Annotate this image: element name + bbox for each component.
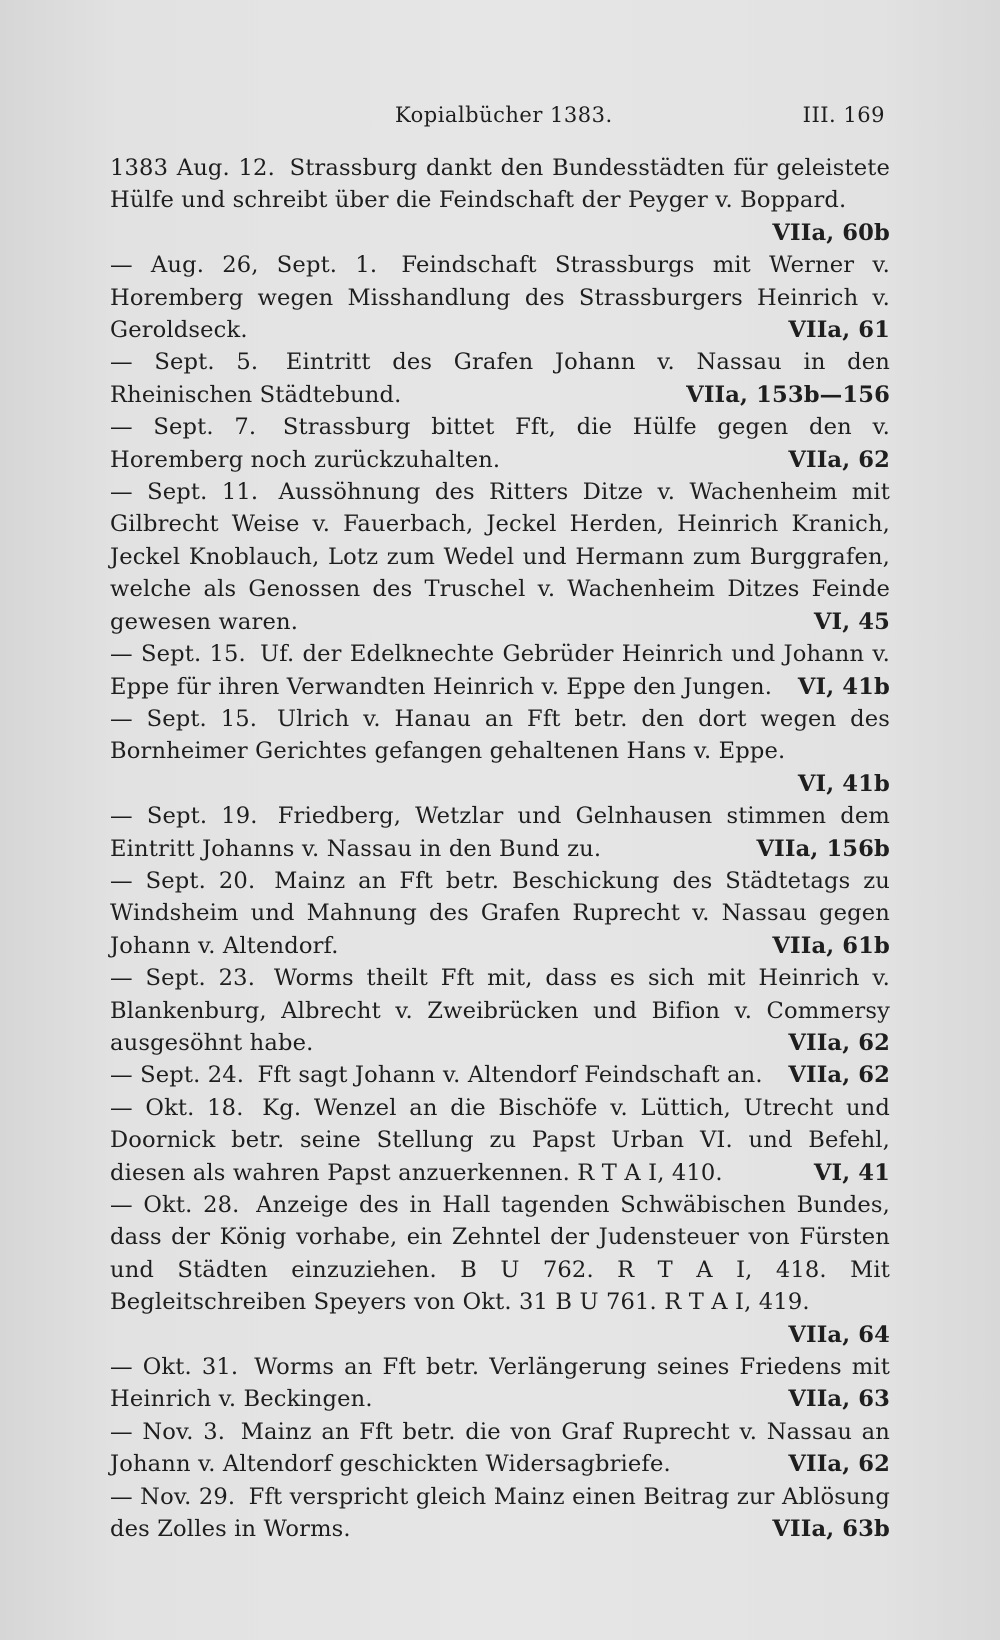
- entry-text: Eintritt des Grafen Johann v. Nassau in den Rheinischen Städtebund.: [110, 349, 891, 408]
- entry-text: Anzeige des in Hall tagenden Schwäbischen Bundes, dass der König vorhabe, ein Zehntel der Judensteuer von Fürsten und Städten einzuziehen. B U 762. R T A I, 418. Mit Begleitschreiben Speyers von Okt. 31 B U 761. R T A I, 419.: [110, 1192, 890, 1316]
- regest-entry: [110, 1416, 890, 1481]
- entry-text: Uf. der Edelknechte Gebrüder Heinrich und Johann v. Eppe für ihren Verwandten Heinrich v. Eppe den Jungen.: [110, 641, 890, 700]
- entry-date: — Nov. 3.: [110, 1418, 226, 1445]
- running-head: [110, 103, 885, 137]
- entry-reference: VIIa, 63b: [772, 1516, 890, 1543]
- entry-text: Friedberg, Wetzlar und Gelnhausen stimmen dem Eintritt Johanns v. Nassau in den Bund zu.: [110, 803, 890, 862]
- entry-date: — Okt. 31.: [110, 1354, 239, 1381]
- entry-date: — Okt. 28.: [110, 1192, 240, 1218]
- entry-text: Worms an Fft betr. Verlängerung seines Friedens mit Heinrich v. Beckingen.: [110, 1354, 890, 1413]
- entry-date: — Sept. 24.: [110, 1062, 245, 1089]
- entry-text: Ulrich v. Hanau an Fft betr. den dort wegen des Bornheimer Gerichtes gefangen gehaltenen Hans v. Eppe.: [110, 705, 890, 765]
- entry-reference: VIIa, 60b: [772, 219, 890, 246]
- entry-reference: VI, 41b: [797, 673, 890, 700]
- entry-text: Aussöhnung des Ritters Ditze v. Wachenheim mit Gilbrecht Weise v. Fauerbach, Jeckel Herden, Heinrich Kranich, Jeckel Knoblauch, Lotz zum Wedel und Hermann zum Burggrafen, welche als Genossen des Truschel v. Wachenheim Ditzes Feinde gewesen waren.: [110, 479, 890, 635]
- regest-entry: [110, 1059, 890, 1091]
- entry-reference: VIIa, 64: [788, 1321, 890, 1348]
- entry-text: Fft verspricht gleich Mainz einen Beitrag zur Ablösung des Zolles in Worms.: [110, 1483, 890, 1543]
- entry-reference: VIIa, 62: [788, 1029, 890, 1056]
- entry-reference: VIIa, 156b: [756, 835, 890, 862]
- entry-date: — Okt. 18.: [110, 1094, 244, 1121]
- entry-reference: VI, 41: [813, 1159, 890, 1186]
- entry-reference: VIIa, 153b—156: [686, 381, 890, 408]
- regest-entry: [110, 346, 890, 411]
- entry-date: — Sept. 20.: [110, 867, 256, 894]
- regest-entry: [110, 1481, 890, 1546]
- entry-text: Worms theilt Fft mit, dass es sich mit Heinrich v. Blankenburg, Albrecht v. Zweibrücken und Bifion v. Commersy ausgesöhnt habe.: [110, 965, 890, 1056]
- entry-reference: VIIa, 61: [788, 317, 890, 344]
- regest-entry: [110, 476, 890, 638]
- entry-date: — Sept. 7.: [110, 414, 257, 441]
- entry-reference: VI, 41b: [797, 770, 890, 797]
- entry-date: — Sept. 5.: [110, 349, 259, 376]
- entry-text: Fft sagt Johann v. Altendorf Feindschaft an.: [257, 1062, 763, 1089]
- running-head-title: Kopialbücher 1383.: [395, 103, 613, 127]
- entry-date: — Sept. 15.: [110, 705, 258, 732]
- regest-entry: [110, 152, 890, 249]
- regesta-list: [110, 152, 890, 1545]
- entry-text: Mainz an Fft betr. Beschickung des Städtetags zu Windsheim und Mahnung des Grafen Ruprecht v. Nassau gegen Johann v. Altendorf.: [110, 867, 890, 959]
- entry-text: Feindschaft Strassburgs mit Werner v. Horemberg wegen Misshandlung des Strassburgers Heinrich v. Geroldseck.: [110, 252, 890, 344]
- page-number: III. 169: [802, 103, 885, 127]
- regest-entry: [110, 1092, 890, 1189]
- regest-entry: [110, 1351, 890, 1416]
- entry-reference: VIIa, 62: [788, 1062, 890, 1089]
- entry-date: — Sept. 23.: [110, 965, 256, 992]
- regest-entry: [110, 703, 890, 800]
- regest-entry: [110, 962, 890, 1059]
- regest-entry: [110, 411, 890, 476]
- entry-date: — Sept. 11.: [110, 479, 259, 506]
- entry-date: — Aug. 26, Sept. 1.: [110, 252, 378, 279]
- regest-entry: [110, 1189, 890, 1351]
- entry-date: — Sept. 19.: [110, 803, 258, 830]
- regest-entry: [110, 249, 890, 346]
- entry-text: Strassburg dankt den Bundesstädten für geleistete Hülfe und schreibt über die Feindschaft der Peyger v. Boppard.: [110, 155, 890, 214]
- entry-date: — Sept. 15.: [110, 641, 246, 668]
- entry-reference: VI, 45: [813, 608, 890, 635]
- regest-entry: [110, 638, 890, 703]
- entry-text: Mainz an Fft betr. die von Graf Ruprecht v. Nassau an Johann v. Altendorf geschickten Widersagbriefe.: [110, 1418, 890, 1478]
- entry-reference: VIIa, 62: [788, 1451, 890, 1478]
- entry-date: 1383 Aug. 12.: [110, 155, 275, 181]
- entry-reference: VIIa, 63: [788, 1386, 890, 1413]
- entry-date: — Nov. 29.: [110, 1483, 236, 1510]
- regest-entry: [110, 800, 890, 865]
- entry-reference: VIIa, 62: [788, 446, 890, 473]
- entry-text: Strassburg bittet Fft, die Hülfe gegen den v. Horemberg noch zurückzuhalten.: [110, 414, 891, 473]
- regest-entry: [110, 865, 890, 962]
- entry-text: Kg. Wenzel an die Bischöfe v. Lüttich, Utrecht und Doornick betr. seine Stellung zu Papst Urban VI. und Befehl, diesen als wahren Papst anzuerkennen. R T A I, 410.: [110, 1094, 890, 1186]
- entry-reference: VIIa, 61b: [772, 932, 890, 959]
